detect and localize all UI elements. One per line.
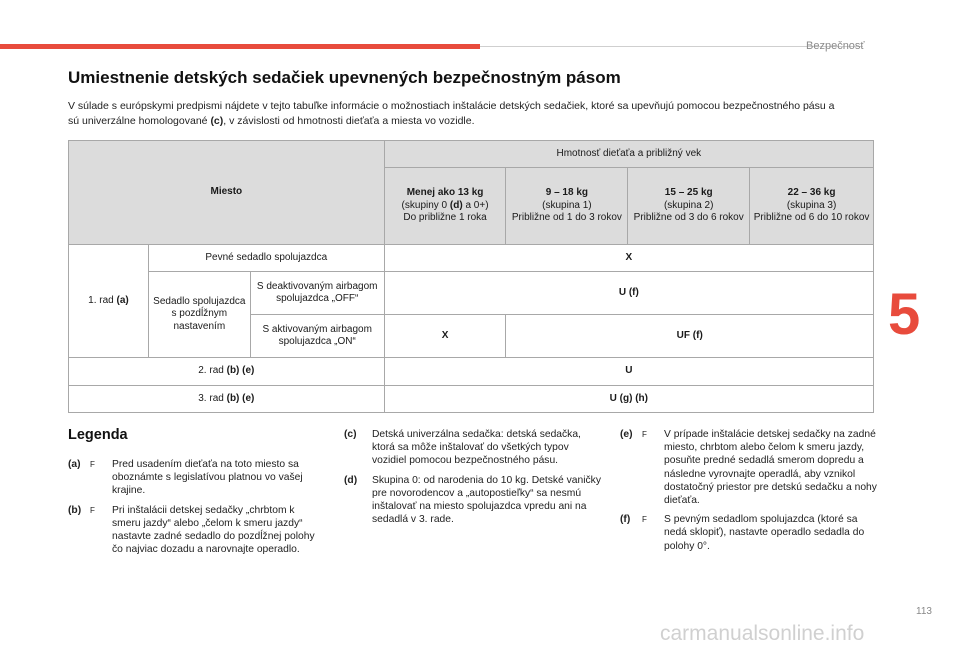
page-title: Umiestnenie detských sedačiek upevnených bezpečnostným pásom <box>68 68 621 87</box>
group-3-age: Približne od 6 do 10 rokov <box>753 212 870 224</box>
airbag-on-value-group0: X <box>384 315 506 358</box>
airbag-off-value: U (f) <box>384 272 873 315</box>
legend-item-e: (e) F V prípade inštalácie detskej sedačky na zadné miesto, chrbtom alebo čelom k smeru jazdy, posuňte predné sedadlá smerom dopredu a následne vyrovnajte operadlá, aby vznikol dostatočný priestor pre detskú sedačku a nohy dieťaťa. <box>620 429 877 507</box>
group-3-line2: (skupina 3) <box>786 199 837 211</box>
legend-column-2 <box>344 428 604 526</box>
compatibility-table <box>68 140 874 413</box>
group-header-3 <box>750 168 874 245</box>
legend-item-a: (a) F Pred usadením dieťaťa na toto miesto sa oboznámte s legislatívou platnou vo vašej krajine. <box>68 459 303 497</box>
bullet-icon: F <box>642 515 647 525</box>
row2-label: 2. rad (b) (e) <box>69 358 385 386</box>
page-number: 113 <box>916 606 932 617</box>
group-header-1 <box>506 168 628 245</box>
group-0-weight: Menej ako 13 kg <box>406 187 484 199</box>
group-0-line2: (skupiny 0 (d) a 0+) <box>401 199 489 211</box>
adjustable-seat-label: Sedadlo spolujazdca s pozdĺžnym nastavením <box>148 272 250 358</box>
fixed-seat-label: Pevné sedadlo spolujazdca <box>148 245 384 272</box>
intro-text-part2: , v závislosti od hmotnosti dieťaťa a miesta vo vozidle. <box>223 115 475 127</box>
intro-text-part1: V súlade s európskymi predpismi nájdete v tejto tabuľke informácie o možnostiach inštalácie detských sedačiek, ktoré sa upevňujú pomocou bezpečnostného pásu a sú univerzálne homologované <box>68 100 835 127</box>
row1-label: 1. rad (a) <box>69 245 149 358</box>
group-header-0 <box>384 168 506 245</box>
section-name: Bezpečnosť <box>806 40 865 52</box>
group-1-line2: (skupina 1) <box>542 199 592 211</box>
legend-item-f: (f) F S pevným sedadlom spolujazdca (ktoré sa nedá sklopiť), nastavte operadlo sedadla do polohy 0°. <box>620 514 865 552</box>
group-header-2 <box>628 168 750 245</box>
airbag-on-value-others: UF (f) <box>506 315 874 358</box>
legend-item-b: (b) F Pri inštalácii detskej sedačky „chrbtom k smeru jazdy“ alebo „čelom k smeru jazdy“ nastavte zadné sedadlo do pozdĺžnej polohy čo najviac dozadu a narovnajte operadlo. <box>68 504 315 556</box>
watermark: carmanualsonline.info <box>660 622 865 645</box>
bullet-icon: F <box>90 505 95 515</box>
group-3-weight: 22 – 36 kg <box>787 187 836 199</box>
row3-value: U (g) (h) <box>384 386 873 413</box>
legend-column-3 <box>620 428 882 553</box>
group-2-weight: 15 – 25 kg <box>664 187 713 199</box>
intro-paragraph <box>68 99 848 129</box>
row3-label: 3. rad (b) (e) <box>69 386 385 413</box>
place-header: Miesto <box>69 141 385 245</box>
intro-ref: (c) <box>210 115 224 127</box>
airbag-off-label: S deaktivovaným airbagom spolujazdca „OFF“ <box>250 272 384 315</box>
chapter-number: 5 <box>888 282 921 347</box>
fixed-seat-value: X <box>384 245 873 272</box>
legend-item-c: (c) Detská univerzálna sedačka: detská sedačka, ktorá sa môže inštalovať do všetkých typov vozidiel pomocou bezpečnostného pásu. <box>344 429 581 467</box>
legend-title: Legenda <box>68 427 128 443</box>
group-2-line2: (skupina 2) <box>663 199 714 211</box>
bullet-icon: F <box>642 430 647 439</box>
row2-value: U <box>384 358 873 386</box>
bullet-icon: F <box>90 460 95 469</box>
group-0-age: Do približne 1 roka <box>403 212 487 224</box>
legend-item-d: (d) Skupina 0: od narodenia do 10 kg. Detské vaničky pre novorodencov a „autopostieľky“ sa nesmú inštalovať na miesto spolujazdca vpredu ani na sedadlá v 3. rade. <box>344 474 601 526</box>
group-2-age: Približne od 3 do 6 rokov <box>633 212 744 224</box>
weight-header: Hmotnosť dieťaťa a približný vek <box>384 141 873 168</box>
top-accent-bar <box>0 44 480 49</box>
group-1-age: Približne od 1 do 3 rokov <box>511 212 622 224</box>
legend-column-1 <box>68 458 326 556</box>
group-1-weight: 9 – 18 kg <box>545 187 589 199</box>
airbag-on-label: S aktivovaným airbagom spolujazdca „ON“ <box>250 315 384 358</box>
